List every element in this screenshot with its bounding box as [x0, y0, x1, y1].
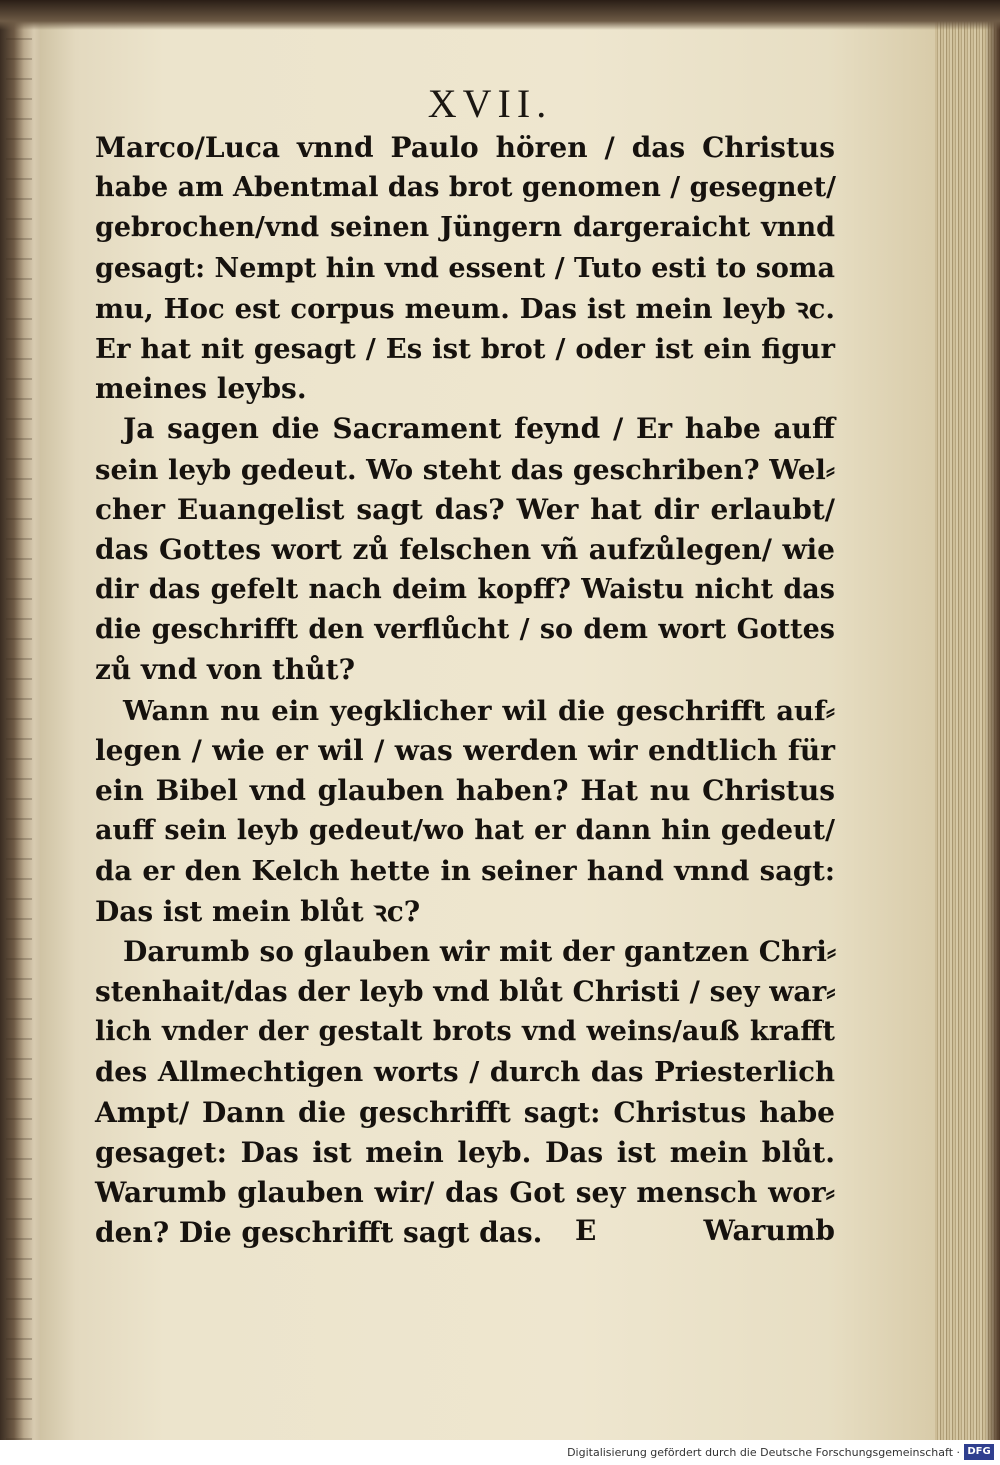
text-line: auff sein leyb gedeut/wo hat er dann hin gedeut/ — [95, 815, 835, 847]
footer-credit: Digitalisierung gefördert durch die Deutsche Forschungsgemeinschaft · — [567, 1446, 960, 1459]
book-spine — [0, 0, 40, 1440]
page-edges — [935, 0, 1000, 1440]
text-line: gebrochen/vnd seinen Jüngern dargeraicht vnnd — [95, 212, 835, 244]
text-line: Wann nu ein yegklicher wil die geschrifft auf⸗ — [123, 694, 835, 727]
text-line: des Allmechtigen worts / durch das Priesterlich — [95, 1056, 835, 1089]
text-line: cher Euangelist sagt das? Wer hat dir erlaubt/ — [95, 492, 835, 526]
catchword: Warumb — [703, 1214, 835, 1247]
text-line: gesaget: Das ist mein leyb. Das ist mein blůt. — [95, 1135, 835, 1169]
text-line: die geschrifft den verflůcht / so dem wort Gottes — [95, 614, 835, 646]
page-number: XVII. — [427, 81, 553, 126]
text-line: dir das gefelt nach deim kopff? Waistu nicht das — [95, 574, 835, 606]
footer-bar — [0, 1440, 1000, 1465]
top-binding-shadow — [0, 0, 1000, 30]
text-line: Warumb glauben wir/ das Got sey mensch wor⸗ — [95, 1175, 835, 1209]
text-line: stenhait/das der leyb vnd blůt Christi / sey war⸗ — [95, 974, 836, 1008]
text-line: sein leyb gedeut. Wo steht das geschriben? Wel⸗ — [95, 453, 835, 486]
text-line: lich vnder der gestalt brots vnd weins/auß krafft — [95, 1016, 835, 1048]
text-line: zů vnd von thůt? — [95, 653, 355, 687]
dfg-logo: DFG — [964, 1444, 994, 1460]
text-line: ein Bibel vnd glauben haben? Hat nu Christus — [95, 774, 835, 807]
text-line: Er hat nit gesagt / Es ist brot / oder ist ein figur — [95, 332, 835, 365]
text-line: Marco/Luca vnnd Paulo hören / das Christus — [95, 131, 835, 164]
text-line: habe am Abentmal das brot genomen / gesegnet/ — [95, 172, 837, 204]
body-text — [95, 128, 835, 1253]
text-line: Das ist mein blůt ꝛc? — [95, 894, 421, 928]
text-line: den? Die geschrifft sagt das. — [95, 1216, 543, 1250]
text-line: Ampt/ Dann die geschrifft sagt: Christus habe — [95, 1095, 835, 1129]
text-line: da er den Kelch hette in seiner hand vnnd sagt: — [95, 855, 835, 888]
text-line: Ja sagen die Sacrament feynd / Er habe auff — [123, 412, 835, 446]
signature-mark: E — [575, 1214, 597, 1247]
text-line: meines leybs. — [95, 372, 307, 406]
catchword-line — [575, 1214, 835, 1258]
text-line: gesagt: Nempt hin vnd essent / Tuto esti to soma — [95, 252, 835, 284]
text-line: das Gottes wort zů felschen vñ aufzůlegen/ wie — [95, 532, 835, 566]
text-line: legen / wie er wil / was werden wir endtlich für — [95, 733, 835, 767]
text-line: Darumb so glauben wir mit der gantzen Chri⸗ — [123, 934, 837, 968]
text-line: mu, Hoc est corpus meum. Das ist mein leyb ꝛc. — [95, 292, 835, 325]
